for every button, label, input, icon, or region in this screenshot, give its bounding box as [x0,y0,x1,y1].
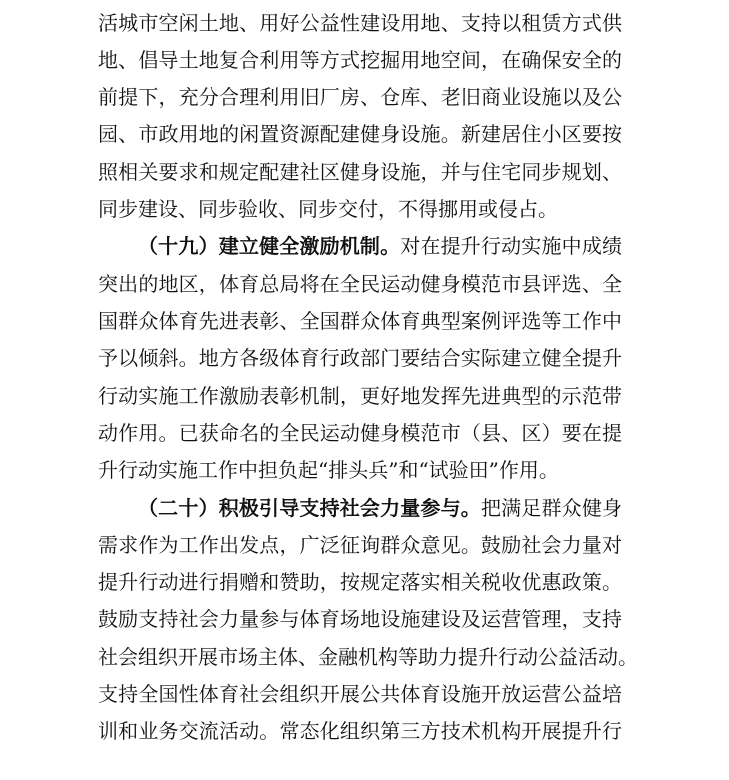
paragraph-1-line-4: 园、市政用地的闲置资源配建健身设施。新建居住小区要按 [98,122,622,146]
paragraph-2-first-line [138,226,622,266]
paragraph-3-line-7: 训和业务交流活动。常态化组织第三方技术机构开展提升行 [98,719,622,743]
paragraph-3-first-line [138,488,622,528]
paragraph-2-line-6: 动作用。已获命名的全民运动健身模范市（县、区）要在提 [98,421,622,445]
paragraph-1-line-6: 同步建设、同步验收、同步交付，不得挪用或侵占。 [98,197,558,221]
paragraph-2-line-2: 突出的地区，体育总局将在全民运动健身模范市县评选、全 [98,272,622,296]
paragraph-3-line-6: 支持全国性体育社会组织开展公共体育设施开放运营公益培 [98,682,622,706]
paragraph-2-line-3: 国群众体育先进表彰、全国群众体育典型案例评选等工作中 [98,309,622,333]
paragraph-3-line-2: 需求作为工作出发点，广泛征询群众意见。鼓励社会力量对 [98,533,622,557]
paragraph-3-first-line-text: 把满足群众健身 [480,496,623,520]
paragraph-1-line-2: 地、倡导土地复合利用等方式挖掘用地空间，在确保安全的 [98,48,622,72]
paragraph-2-first-line-text: 对在提升行动实施中成绩 [400,234,623,258]
paragraph-1-line-3: 前提下，充分合理利用旧厂房、仓库、老旧商业设施以及公 [98,85,622,109]
paragraph-2-line-4: 予以倾斜。地方各级体育行政部门要结合实际建立健全提升 [98,346,622,370]
paragraph-1-line-5: 照相关要求和规定配建社区健身设施，并与住宅同步规划、 [98,160,622,184]
section-heading-19: （十九）建立健全激励机制。 [138,234,401,258]
paragraph-2-line-7: 升行动实施工作中担负起“排头兵”和“试验田”作用。 [98,458,559,482]
paragraph-2-line-5: 行动实施工作激励表彰机制，更好地发挥先进典型的示范带 [98,384,622,408]
paragraph-3-line-3: 提升行动进行捐赠和赞助，按规定落实相关税收优惠政策。 [98,570,622,594]
paragraph-3-line-4: 鼓励支持社会力量参与体育场地设施建设及运营管理，支持 [98,607,622,631]
paragraph-3-line-5: 社会组织开展市场主体、金融机构等助力提升行动公益活动。 [98,645,638,669]
section-heading-20: （二十）积极引导支持社会力量参与。 [138,496,481,520]
paragraph-1-line-1: 活城市空闲土地、用好公益性建设用地、支持以租赁方式供 [98,11,622,35]
